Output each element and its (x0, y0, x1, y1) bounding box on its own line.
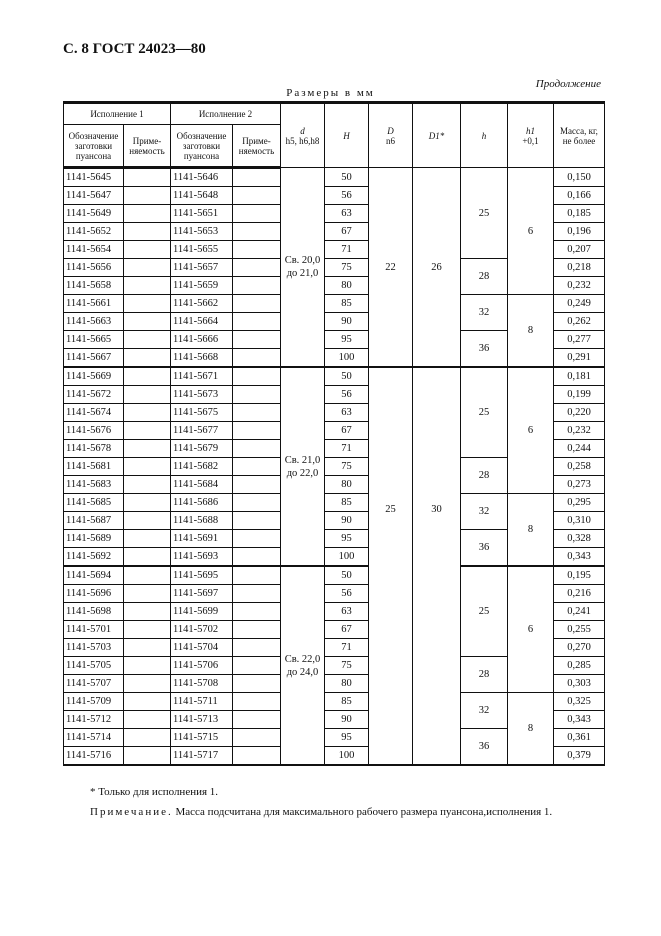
mass-value: 0,218 (554, 259, 605, 277)
H-value: 85 (325, 693, 369, 711)
designation-1: 1141-5703 (64, 639, 124, 657)
h-value: 32 (461, 693, 508, 729)
applicability-2 (233, 313, 281, 331)
designation-1: 1141-5669 (64, 367, 124, 386)
designation-1: 1141-5709 (64, 693, 124, 711)
continuation-label: Продолжение (535, 78, 601, 90)
applicability-1 (124, 422, 171, 440)
H-value: 75 (325, 657, 369, 675)
applicability-1 (124, 693, 171, 711)
header-D: D n6 (369, 103, 413, 168)
applicability-2 (233, 205, 281, 223)
H-value: 90 (325, 512, 369, 530)
designation-1: 1141-5687 (64, 512, 124, 530)
mass-value: 0,343 (554, 711, 605, 729)
H-value: 63 (325, 205, 369, 223)
H-value: 95 (325, 331, 369, 349)
d-range: Св. 20,0 до 21,0 (281, 168, 325, 368)
applicability-1 (124, 349, 171, 368)
applicability-1 (124, 440, 171, 458)
D-value: 25 (369, 367, 413, 765)
applicability-1 (124, 187, 171, 205)
applicability-1 (124, 223, 171, 241)
H-value: 85 (325, 295, 369, 313)
designation-1: 1141-5696 (64, 585, 124, 603)
mass-value: 0,328 (554, 530, 605, 548)
mass-value: 0,262 (554, 313, 605, 331)
designation-2: 1141-5666 (171, 331, 233, 349)
mass-value: 0,285 (554, 657, 605, 675)
H-value: 80 (325, 675, 369, 693)
applicability-2 (233, 747, 281, 766)
H-value: 75 (325, 458, 369, 476)
applicability-1 (124, 241, 171, 259)
applicability-2 (233, 458, 281, 476)
h1-value: 6 (508, 566, 554, 693)
applicability-2 (233, 386, 281, 404)
mass-value: 0,199 (554, 386, 605, 404)
mass-value: 0,295 (554, 494, 605, 512)
designation-2: 1141-5651 (171, 205, 233, 223)
applicability-1 (124, 331, 171, 349)
h-value: 28 (461, 259, 508, 295)
table-row (64, 494, 605, 512)
designation-1: 1141-5663 (64, 313, 124, 331)
applicability-2 (233, 331, 281, 349)
applicability-1 (124, 205, 171, 223)
H-value: 56 (325, 187, 369, 205)
designation-1: 1141-5716 (64, 747, 124, 766)
applicability-2 (233, 494, 281, 512)
designation-2: 1141-5655 (171, 241, 233, 259)
mass-value: 0,258 (554, 458, 605, 476)
applicability-2 (233, 367, 281, 386)
mass-value: 0,232 (554, 277, 605, 295)
applicability-2 (233, 711, 281, 729)
applicability-2 (233, 187, 281, 205)
designation-1: 1141-5654 (64, 241, 124, 259)
designation-2: 1141-5691 (171, 530, 233, 548)
designation-2: 1141-5679 (171, 440, 233, 458)
D1-value: 26 (413, 168, 461, 368)
H-value: 50 (325, 566, 369, 585)
applicability-2 (233, 259, 281, 277)
header-H: H (325, 103, 369, 168)
designation-2: 1141-5697 (171, 585, 233, 603)
designation-2: 1141-5677 (171, 422, 233, 440)
designation-1: 1141-5694 (64, 566, 124, 585)
H-value: 100 (325, 548, 369, 567)
applicability-2 (233, 657, 281, 675)
h-value: 32 (461, 494, 508, 530)
H-value: 95 (325, 530, 369, 548)
designation-1: 1141-5652 (64, 223, 124, 241)
applicability-2 (233, 639, 281, 657)
H-value: 63 (325, 404, 369, 422)
applicability-1 (124, 476, 171, 494)
table-row (64, 566, 605, 585)
designation-2: 1141-5659 (171, 277, 233, 295)
designation-1: 1141-5698 (64, 603, 124, 621)
header-designation-1: Обозначение заготовки пуансона (64, 125, 124, 168)
applicability-1 (124, 548, 171, 567)
designation-2: 1141-5675 (171, 404, 233, 422)
h1-value: 8 (508, 494, 554, 567)
designation-1: 1141-5685 (64, 494, 124, 512)
designation-2: 1141-5682 (171, 458, 233, 476)
applicability-2 (233, 548, 281, 567)
mass-value: 0,220 (554, 404, 605, 422)
applicability-1 (124, 711, 171, 729)
dimensions-table (63, 101, 605, 766)
applicability-2 (233, 621, 281, 639)
applicability-2 (233, 241, 281, 259)
applicability-1 (124, 621, 171, 639)
applicability-1 (124, 458, 171, 476)
designation-1: 1141-5681 (64, 458, 124, 476)
applicability-1 (124, 657, 171, 675)
mass-value: 0,216 (554, 585, 605, 603)
footnote-star: * Только для исполнения 1. (90, 786, 219, 798)
designation-1: 1141-5712 (64, 711, 124, 729)
designation-2: 1141-5713 (171, 711, 233, 729)
mass-value: 0,270 (554, 639, 605, 657)
designation-1: 1141-5714 (64, 729, 124, 747)
h-value: 28 (461, 657, 508, 693)
designation-1: 1141-5676 (64, 422, 124, 440)
designation-2: 1141-5704 (171, 639, 233, 657)
h-value: 36 (461, 729, 508, 766)
applicability-2 (233, 729, 281, 747)
H-value: 71 (325, 639, 369, 657)
designation-2: 1141-5688 (171, 512, 233, 530)
mass-value: 0,249 (554, 295, 605, 313)
designation-2: 1141-5662 (171, 295, 233, 313)
table-row (64, 295, 605, 313)
applicability-2 (233, 512, 281, 530)
mass-value: 0,255 (554, 621, 605, 639)
header-exec2: Исполнение 2 (171, 103, 281, 125)
designation-1: 1141-5674 (64, 404, 124, 422)
h-value: 36 (461, 331, 508, 368)
applicability-1 (124, 675, 171, 693)
designation-2: 1141-5708 (171, 675, 233, 693)
designation-1: 1141-5665 (64, 331, 124, 349)
h-value: 36 (461, 530, 508, 567)
H-value: 50 (325, 168, 369, 187)
H-value: 90 (325, 313, 369, 331)
h1-value: 8 (508, 295, 554, 368)
designation-1: 1141-5692 (64, 548, 124, 567)
h1-value: 6 (508, 367, 554, 494)
applicability-1 (124, 585, 171, 603)
H-value: 71 (325, 241, 369, 259)
mass-value: 0,379 (554, 747, 605, 766)
header-exec1: Исполнение 1 (64, 103, 171, 125)
mass-value: 0,195 (554, 566, 605, 585)
mass-value: 0,361 (554, 729, 605, 747)
mass-value: 0,244 (554, 440, 605, 458)
mass-value: 0,185 (554, 205, 605, 223)
applicability-2 (233, 603, 281, 621)
designation-1: 1141-5672 (64, 386, 124, 404)
designation-2: 1141-5648 (171, 187, 233, 205)
mass-value: 0,232 (554, 422, 605, 440)
header-designation-2: Обозначение заготовки пуансона (171, 125, 233, 168)
designation-2: 1141-5673 (171, 386, 233, 404)
mass-value: 0,196 (554, 223, 605, 241)
h1-value: 6 (508, 168, 554, 295)
designation-2: 1141-5717 (171, 747, 233, 766)
applicability-1 (124, 747, 171, 766)
mass-value: 0,310 (554, 512, 605, 530)
applicability-2 (233, 440, 281, 458)
header-applicability-1: Приме-няемость (124, 125, 171, 168)
applicability-1 (124, 566, 171, 585)
applicability-2 (233, 675, 281, 693)
H-value: 71 (325, 440, 369, 458)
designation-2: 1141-5699 (171, 603, 233, 621)
H-value: 67 (325, 422, 369, 440)
designation-2: 1141-5695 (171, 566, 233, 585)
applicability-1 (124, 313, 171, 331)
applicability-2 (233, 349, 281, 368)
applicability-1 (124, 367, 171, 386)
applicability-1 (124, 639, 171, 657)
designation-2: 1141-5653 (171, 223, 233, 241)
applicability-1 (124, 729, 171, 747)
H-value: 100 (325, 747, 369, 766)
H-value: 67 (325, 621, 369, 639)
mass-value: 0,241 (554, 603, 605, 621)
H-value: 90 (325, 711, 369, 729)
header-h1: h1 +0,1 (508, 103, 554, 168)
designation-2: 1141-5668 (171, 349, 233, 368)
applicability-2 (233, 476, 281, 494)
mass-value: 0,273 (554, 476, 605, 494)
designation-2: 1141-5686 (171, 494, 233, 512)
applicability-1 (124, 259, 171, 277)
designation-2: 1141-5715 (171, 729, 233, 747)
designation-2: 1141-5657 (171, 259, 233, 277)
applicability-1 (124, 603, 171, 621)
h-value: 25 (461, 168, 508, 259)
designation-2: 1141-5706 (171, 657, 233, 675)
designation-2: 1141-5646 (171, 168, 233, 187)
h-value: 32 (461, 295, 508, 331)
H-value: 56 (325, 585, 369, 603)
designation-1: 1141-5649 (64, 205, 124, 223)
header-h: h (461, 103, 508, 168)
H-value: 85 (325, 494, 369, 512)
mass-value: 0,291 (554, 349, 605, 368)
mass-value: 0,277 (554, 331, 605, 349)
mass-value: 0,166 (554, 187, 605, 205)
designation-1: 1141-5647 (64, 187, 124, 205)
designation-1: 1141-5707 (64, 675, 124, 693)
header-mass: Масса, кг, не более (554, 103, 605, 168)
applicability-1 (124, 530, 171, 548)
designation-1: 1141-5701 (64, 621, 124, 639)
h1-value: 8 (508, 693, 554, 766)
table-row (64, 693, 605, 711)
D1-value: 30 (413, 367, 461, 765)
H-value: 80 (325, 476, 369, 494)
applicability-2 (233, 693, 281, 711)
H-value: 100 (325, 349, 369, 368)
designation-1: 1141-5683 (64, 476, 124, 494)
header-D1: D1* (413, 103, 461, 168)
designation-1: 1141-5705 (64, 657, 124, 675)
h-value: 25 (461, 566, 508, 657)
applicability-1 (124, 277, 171, 295)
mass-value: 0,325 (554, 693, 605, 711)
applicability-2 (233, 566, 281, 585)
H-value: 63 (325, 603, 369, 621)
mass-value: 0,150 (554, 168, 605, 187)
applicability-1 (124, 404, 171, 422)
mass-value: 0,303 (554, 675, 605, 693)
designation-1: 1141-5678 (64, 440, 124, 458)
mass-value: 0,343 (554, 548, 605, 567)
H-value: 95 (325, 729, 369, 747)
d-range: Св. 21,0 до 22,0 (281, 367, 325, 566)
units-caption: Размеры в мм (286, 87, 375, 99)
H-value: 80 (325, 277, 369, 295)
applicability-2 (233, 530, 281, 548)
table-row (64, 168, 605, 187)
designation-2: 1141-5702 (171, 621, 233, 639)
applicability-1 (124, 494, 171, 512)
designation-1: 1141-5658 (64, 277, 124, 295)
designation-2: 1141-5664 (171, 313, 233, 331)
applicability-2 (233, 295, 281, 313)
applicability-1 (124, 386, 171, 404)
H-value: 56 (325, 386, 369, 404)
designation-1: 1141-5645 (64, 168, 124, 187)
mass-value: 0,181 (554, 367, 605, 386)
h-value: 28 (461, 458, 508, 494)
mass-value: 0,207 (554, 241, 605, 259)
D-value: 22 (369, 168, 413, 368)
H-value: 75 (325, 259, 369, 277)
designation-1: 1141-5689 (64, 530, 124, 548)
footnote-note: Примечание. Масса подсчитана для максимального рабочего размера пуансона,исполнения 1. (90, 806, 553, 818)
page-title: С. 8 ГОСТ 24023—80 (63, 41, 206, 57)
H-value: 50 (325, 367, 369, 386)
applicability-2 (233, 277, 281, 295)
table-row (64, 367, 605, 386)
applicability-1 (124, 512, 171, 530)
designation-2: 1141-5684 (171, 476, 233, 494)
applicability-2 (233, 404, 281, 422)
header-d: d h5, h6,h8 (281, 103, 325, 168)
applicability-2 (233, 223, 281, 241)
applicability-2 (233, 168, 281, 187)
applicability-2 (233, 422, 281, 440)
designation-1: 1141-5667 (64, 349, 124, 368)
designation-2: 1141-5671 (171, 367, 233, 386)
h-value: 25 (461, 367, 508, 458)
designation-2: 1141-5711 (171, 693, 233, 711)
designation-1: 1141-5661 (64, 295, 124, 313)
header-applicability-2: Приме-няемость (233, 125, 281, 168)
designation-2: 1141-5693 (171, 548, 233, 567)
applicability-1 (124, 295, 171, 313)
d-range: Св. 22,0 до 24,0 (281, 566, 325, 765)
applicability-1 (124, 168, 171, 187)
designation-1: 1141-5656 (64, 259, 124, 277)
applicability-2 (233, 585, 281, 603)
H-value: 67 (325, 223, 369, 241)
